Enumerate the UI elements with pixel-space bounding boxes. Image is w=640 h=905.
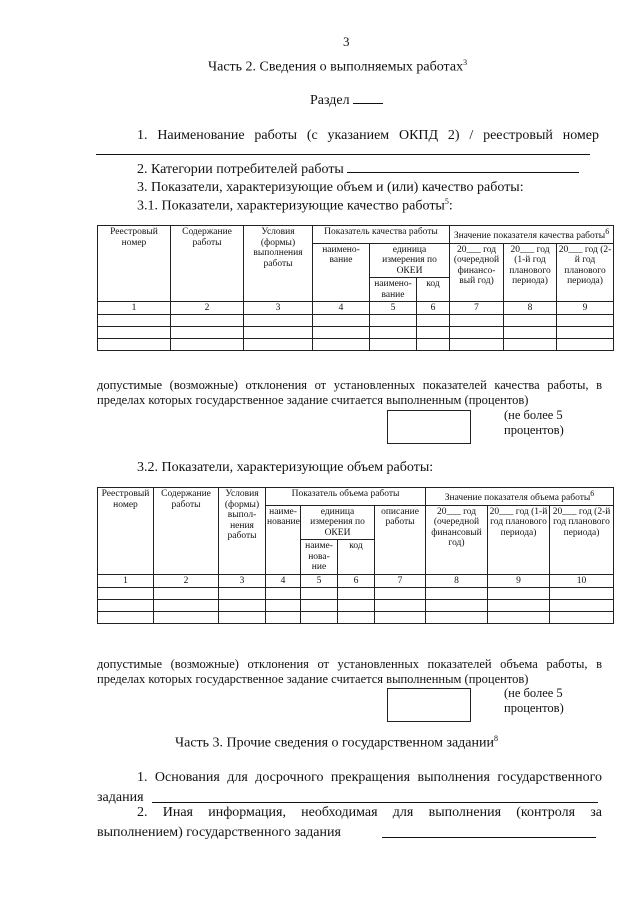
part3-title-footnote: 8 (494, 734, 498, 743)
volume-col-number: 8 (426, 575, 488, 588)
section-label (310, 93, 383, 109)
work-name-blank[interactable] (96, 154, 590, 155)
volume-col-year3: 20___ год (2-й год планового периода) (550, 505, 614, 575)
volume-group-value (426, 488, 614, 506)
volume-group-value-text: Значение показателя объема работы (444, 493, 591, 504)
quality-col-number: 5 (370, 302, 417, 315)
quality-col-number: 1 (98, 302, 171, 315)
quality-col-unit-name: наимено-вание (370, 278, 417, 302)
volume-group-value-footnote: 6 (590, 489, 595, 498)
quality-col-number: 3 (244, 302, 313, 315)
table-row (98, 600, 614, 612)
volume-col-number: 1 (98, 575, 154, 588)
consumer-categories-blank[interactable] (347, 172, 579, 173)
table-row (98, 588, 614, 600)
quality-group-value-footnote: 6 (605, 227, 610, 236)
volume-col-name: наиме-нование (266, 505, 301, 575)
quality-deviation-text: допустимые (возможные) отклонения от установленных показателей качества работы, в пределах которых государственное задание считается выполненным (процентов) (97, 378, 602, 407)
volume-col-unit-name: наиме-нова-ние (301, 540, 338, 575)
volume-col-year2: 20___ год (1-й год планового периода) (488, 505, 550, 575)
quality-col-number: 9 (557, 302, 614, 315)
quality-deviation-limit: (не более 5 процентов) (504, 408, 564, 437)
quality-group-value-text: Значение показателя качества работы (453, 231, 606, 242)
quality-col-year3: 20___ год (2-й год планового периода) (557, 243, 614, 302)
volume-col-unit: единица измерения по ОКЕИ (301, 505, 375, 540)
volume-deviation-limit: (не более 5 процентов) (504, 686, 564, 715)
volume-col-conditions: Условия (формы) выпол-нения работы (219, 488, 266, 575)
volume-col-number: 4 (266, 575, 301, 588)
part2-title (208, 58, 467, 76)
quality-col-year1: 20___ год (очередной финансо-вый год) (450, 243, 504, 302)
volume-col-year1: 20___ год (очередной финансовый год) (426, 505, 488, 575)
quality-col-year2: 20___ год (1-й год планового периода) (504, 243, 557, 302)
volume-col-number: 7 (375, 575, 426, 588)
consumer-categories (137, 162, 579, 178)
part2-title-text: Часть 2. Сведения о выполняемых работах (208, 59, 464, 75)
work-name-label: 1. Наименование работы (с указанием ОКПД 2) / реестровый номер (137, 128, 599, 143)
part2-title-footnote: 3 (463, 58, 468, 67)
volume-col-number: 10 (550, 575, 614, 588)
quality-col-unit-code: код (417, 278, 450, 302)
volume-table (97, 487, 614, 624)
quality-col-number: 4 (313, 302, 370, 315)
consumer-categories-label: 2. Категории потребителей работы (137, 162, 344, 177)
table-row (98, 327, 614, 339)
quality-col-registry: Реестровый номер (98, 226, 171, 302)
other-info-label: 2. Иная информация, необходимая для выполнения (контроля за выполнением) государственного задания (97, 805, 602, 840)
quality-table (97, 225, 614, 351)
quality-group-indicator: Показатель качества работы (313, 226, 450, 244)
volume-deviation-text: допустимые (возможные) отклонения от установленных показателей объема работы, в пределах которых государственное задание считается выполненным (процентов) (97, 657, 602, 686)
volume-col-number: 2 (154, 575, 219, 588)
quality-col-number: 6 (417, 302, 450, 315)
quality-heading-text: 3.1. Показатели, характеризующие качество работы (137, 198, 445, 214)
table-row (98, 315, 614, 327)
volume-col-registry: Реестровый номер (98, 488, 154, 575)
volume-col-number: 9 (488, 575, 550, 588)
quality-col-number: 2 (171, 302, 244, 315)
volume-col-unit-code: код (338, 540, 375, 575)
section-number-blank[interactable] (353, 103, 383, 104)
volume-deviation-input[interactable] (387, 688, 471, 722)
quality-col-unit: единица измерения по ОКЕИ (370, 243, 450, 278)
quality-heading: 3.1. Показатели, характеризующие качество работы$^5$: (137, 197, 453, 214)
quality-col-conditions: Условия (формы) выполнения работы (244, 226, 313, 302)
quality-col-content: Содержание работы (171, 226, 244, 302)
table-row (98, 339, 614, 351)
quality-col-name: наимено-вание (313, 243, 370, 302)
quality-col-number: 8 (504, 302, 557, 315)
volume-col-content: Содержание работы (154, 488, 219, 575)
quality-deviation-input[interactable] (387, 410, 471, 444)
part3-title-text: Часть 3. Прочие сведения о государственном задании (175, 735, 494, 751)
part3-title (175, 734, 498, 752)
termination-grounds-label: 1. Основания для досрочного прекращения выполнения государственного задания (97, 770, 602, 805)
other-info-blank[interactable] (382, 837, 596, 838)
page-number: 3 (343, 34, 350, 49)
volume-col-number: 5 (301, 575, 338, 588)
quality-col-number: 7 (450, 302, 504, 315)
volume-col-description: описание работы (375, 505, 426, 575)
volume-col-number: 6 (338, 575, 375, 588)
volume-group-indicator: Показатель объема работы (266, 488, 426, 506)
section-label-text: Раздел (310, 93, 350, 108)
volume-col-number: 3 (219, 575, 266, 588)
quality-group-value (450, 226, 614, 244)
indicators-heading: 3. Показатели, характеризующие объем и (или) качество работы: (137, 180, 524, 195)
table-row (98, 612, 614, 624)
quality-heading-footnote: 5 (444, 197, 449, 206)
volume-heading: 3.2. Показатели, характеризующие объем работы: (137, 460, 434, 475)
